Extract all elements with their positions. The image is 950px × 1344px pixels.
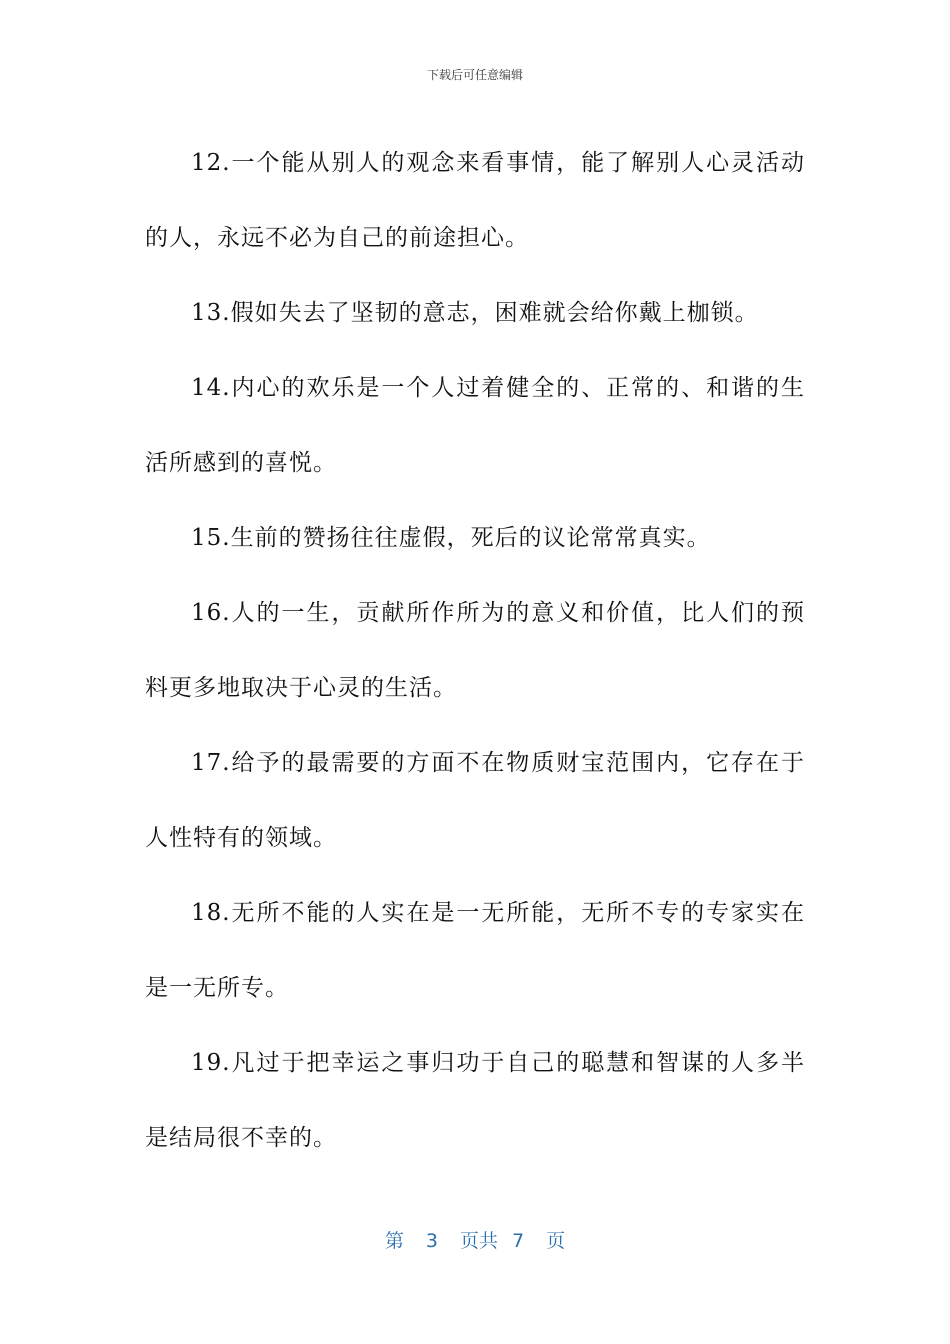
paragraph-14: 14.内心的欢乐是一个人过着健全的、正常的、和谐的生活所感到的喜悦。 [145, 375, 805, 476]
footer-suffix: 页 [546, 1230, 566, 1252]
footer-total-pages: 7 [512, 1230, 525, 1252]
paragraph-12: 12.一个能从别人的观念来看事情，能了解别人心灵活动的人，永远不必为自己的前途担心。 [145, 150, 805, 251]
paragraph-16: 16.人的一生，贡献所作所为的意义和价值，比人们的预料更多地取决于心灵的生活。 [145, 600, 805, 701]
page-footer [0, 1226, 950, 1253]
paragraph-15: 15.生前的赞扬往往虚假，死后的议论常常真实。 [191, 525, 711, 551]
footer-middle: 页共 [459, 1230, 498, 1252]
footer-page-number: 3 [425, 1230, 438, 1252]
paragraph-17: 17.给予的最需要的方面不在物质财宝范围内，它存在于人性特有的领域。 [145, 750, 805, 851]
paragraph-19: 19.凡过于把幸运之事归功于自己的聪慧和智谋的人多半是结局很不幸的。 [145, 1050, 805, 1151]
paragraph-18: 18.无所不能的人实在是一无所能，无所不专的专家实在是一无所专。 [145, 900, 805, 1001]
page-header: 下载后可任意编辑 [426, 68, 523, 82]
document-body [145, 126, 805, 1176]
footer-prefix: 第 [384, 1230, 404, 1252]
paragraph-13: 13.假如失去了坚韧的意志，困难就会给你戴上枷锁。 [191, 300, 759, 326]
